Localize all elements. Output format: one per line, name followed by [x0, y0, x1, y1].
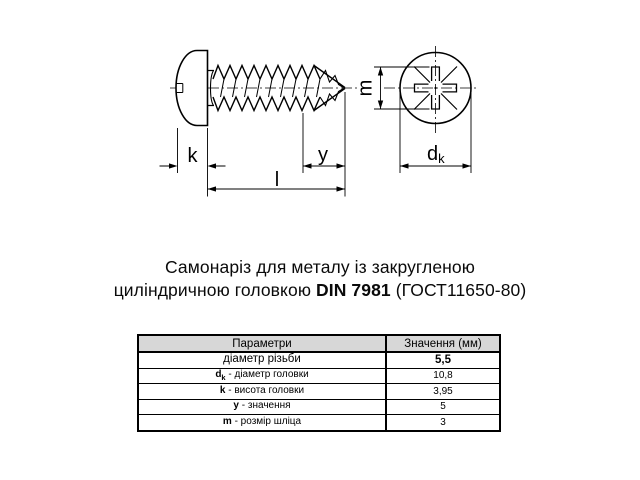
- table-row: [138, 368, 500, 384]
- table-row: [138, 415, 500, 431]
- param-label: - значення: [238, 400, 291, 412]
- value-cell: 3,95: [386, 384, 500, 400]
- param-symbol: k: [219, 384, 226, 396]
- title-din-standard: DIN 7981: [316, 280, 391, 300]
- table-row: [138, 399, 500, 415]
- param-cell: [138, 352, 386, 368]
- table-row: [138, 384, 500, 400]
- value-cell: 3: [386, 415, 500, 431]
- param-label: діаметр різьби: [223, 353, 301, 366]
- header-values: Значення (мм): [386, 335, 500, 352]
- thread-top: [213, 66, 320, 80]
- param-label: - діаметр головки: [225, 369, 309, 381]
- table-row: [138, 352, 500, 368]
- param-symbol-sub: k: [221, 373, 226, 383]
- table-header-row: [138, 335, 500, 352]
- dim-label-l: l: [274, 169, 280, 191]
- screw-head: [176, 51, 207, 126]
- title-gost-standard: (ГОСТ11650-80): [390, 280, 527, 300]
- param-cell: [138, 415, 386, 431]
- param-label: - розмір шліца: [231, 415, 302, 427]
- value-cell: 5: [386, 399, 500, 415]
- dim-label-y: y: [318, 144, 328, 166]
- param-cell: [138, 399, 386, 415]
- title-line-1: Самонаріз для металу із закругленою: [165, 257, 475, 277]
- title-line-2-pre: циліндричною головкою: [113, 280, 317, 300]
- screw-side-view: [160, 51, 358, 197]
- technical-drawing: [0, 0, 640, 235]
- center-point: [434, 87, 436, 89]
- param-symbol: m: [222, 415, 232, 427]
- dim-label-dk: dk: [427, 143, 445, 166]
- param-symbol: y: [233, 400, 239, 412]
- dim-label-m: m: [354, 79, 377, 97]
- param-cell: [138, 368, 386, 384]
- thread-bottom: [213, 97, 320, 111]
- value-cell: 5,5: [386, 352, 500, 368]
- product-title: [0, 256, 640, 302]
- header-parameters: Параметри: [138, 335, 386, 352]
- param-cell: [138, 384, 386, 400]
- param-label: - висота головки: [225, 384, 305, 396]
- param-symbol: d: [215, 369, 222, 381]
- dim-label-k: k: [187, 145, 198, 167]
- parameters-table: [137, 334, 501, 432]
- title-line-2: [0, 279, 640, 302]
- screw-end-view: [374, 46, 478, 173]
- value-cell: 10,8: [386, 368, 500, 384]
